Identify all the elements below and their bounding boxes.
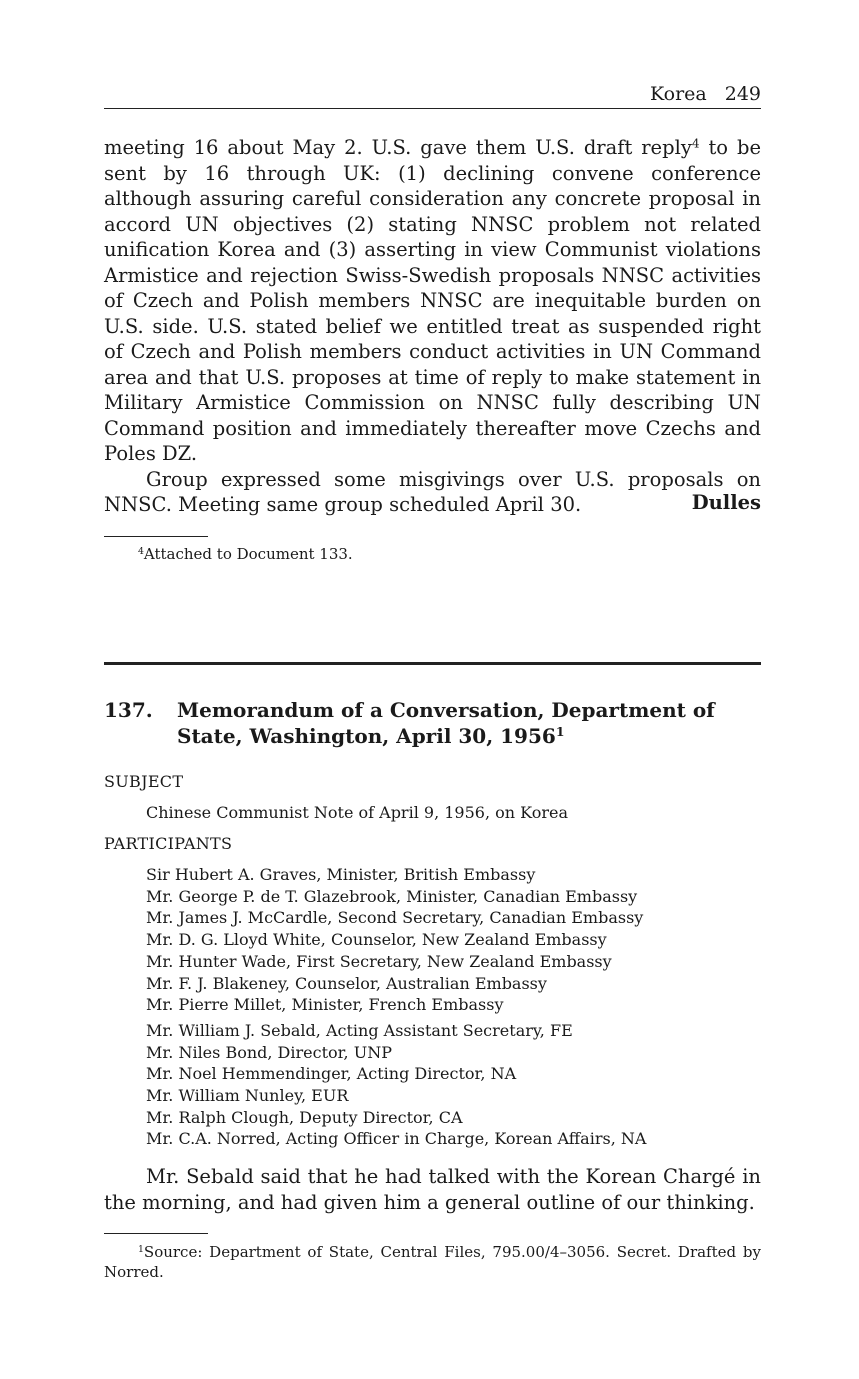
document-title-text: Memorandum of a Conversation, Department of State, Washington, April 30, 1956 — [177, 698, 715, 748]
subject-text: Chinese Communist Note of April 9, 1956, on Korea — [146, 803, 568, 822]
participant: Mr. Hunter Wade, First Secretary, New Zealand Embassy — [146, 951, 612, 971]
participant: Sir Hubert A. Graves, Minister, British Embassy — [146, 865, 536, 884]
continuation-paragraph — [104, 135, 761, 467]
page-number: 249 — [724, 83, 761, 105]
opening-text — [104, 1164, 761, 1215]
paragraph-rest: to be sent by 16 through UK: (1) declining convene conference although assuring careful consideration any concrete proposal in accord UN objectives (2) stating NNSC problem not related unification Korea and (3) asserting in view Communist violations Armistice and rejection Swiss-Swedish proposals NNSC activities of Czech and Polish members NNSC are inequitable burden on U.S. side. U.S. stated belief we entitled treat as suspended right of Czech and Polish members conduct activities in UN Command area and that U.S. proposes at time of reply to make statement in Military Armistice Commission on NNSC fully describing UN Command position and immediately thereafter move Czechs and Poles DZ. — [104, 136, 761, 465]
subject-label: SUBJECT — [104, 772, 184, 791]
footnote — [104, 1242, 761, 1282]
section-divider — [104, 662, 761, 665]
participant: Mr. Ralph Clough, Deputy Director, CA — [146, 1107, 463, 1127]
running-head — [650, 82, 761, 106]
participant: Mr. C.A. Norred, Acting Officer in Charge, Korean Affairs, NA — [146, 1129, 647, 1149]
footnote-rule — [104, 536, 208, 537]
paragraph-start: meeting 16 about May 2. U.S. gave them U.S. draft reply — [104, 136, 692, 159]
document-number: 137. — [104, 698, 153, 722]
footnote-number: 4 — [138, 545, 144, 557]
participant: Mr. Niles Bond, Director, UNP — [146, 1042, 392, 1062]
participant: Mr. William Nunley, EUR — [146, 1086, 349, 1106]
footnote-text: Source: Department of State, Central Files, 795.00/4–3056. Secret. Drafted by Norred. — [104, 1243, 761, 1281]
continuation-text — [104, 135, 761, 518]
footnote-marker: 1 — [555, 724, 565, 740]
document-title — [177, 697, 761, 749]
footnote-marker: 4 — [691, 136, 700, 151]
participants-list — [146, 864, 646, 1150]
participant: Mr. Noel Hemmendinger, Acting Director, NA — [146, 1064, 517, 1084]
participant: Mr. D. G. Lloyd White, Counselor, New Zealand Embassy — [146, 930, 607, 950]
participant: Mr. William J. Sebald, Acting Assistant Secretary, FE — [146, 1020, 573, 1040]
participant: Mr. James J. McCardle, Second Secretary, Canadian Embassy — [146, 908, 644, 928]
footnote-number: 1 — [138, 1243, 144, 1255]
group-paragraph: Group expressed some misgivings over U.S. proposals on NNSC. Meeting same group scheduled April 30. — [104, 467, 761, 516]
opening-paragraph: Mr. Sebald said that he had talked with the Korean Chargé in the morning, and had given him a general outline of our thinking. — [104, 1165, 761, 1214]
footnote-text: Attached to Document 133. — [143, 545, 353, 563]
running-header — [104, 82, 761, 109]
signature: Dulles — [691, 491, 761, 514]
footnote — [104, 544, 761, 564]
participant: Mr. Pierre Millet, Minister, French Embassy — [146, 995, 504, 1015]
participant: Mr. George P. de T. Glazebrook, Minister, Canadian Embassy — [146, 886, 638, 906]
document-page — [104, 0, 761, 1379]
participants-label: PARTICIPANTS — [104, 834, 233, 853]
footnote-rule — [104, 1233, 208, 1234]
running-title: Korea — [649, 83, 707, 105]
participant: Mr. F. J. Blakeney, Counselor, Australian Embassy — [146, 973, 547, 993]
